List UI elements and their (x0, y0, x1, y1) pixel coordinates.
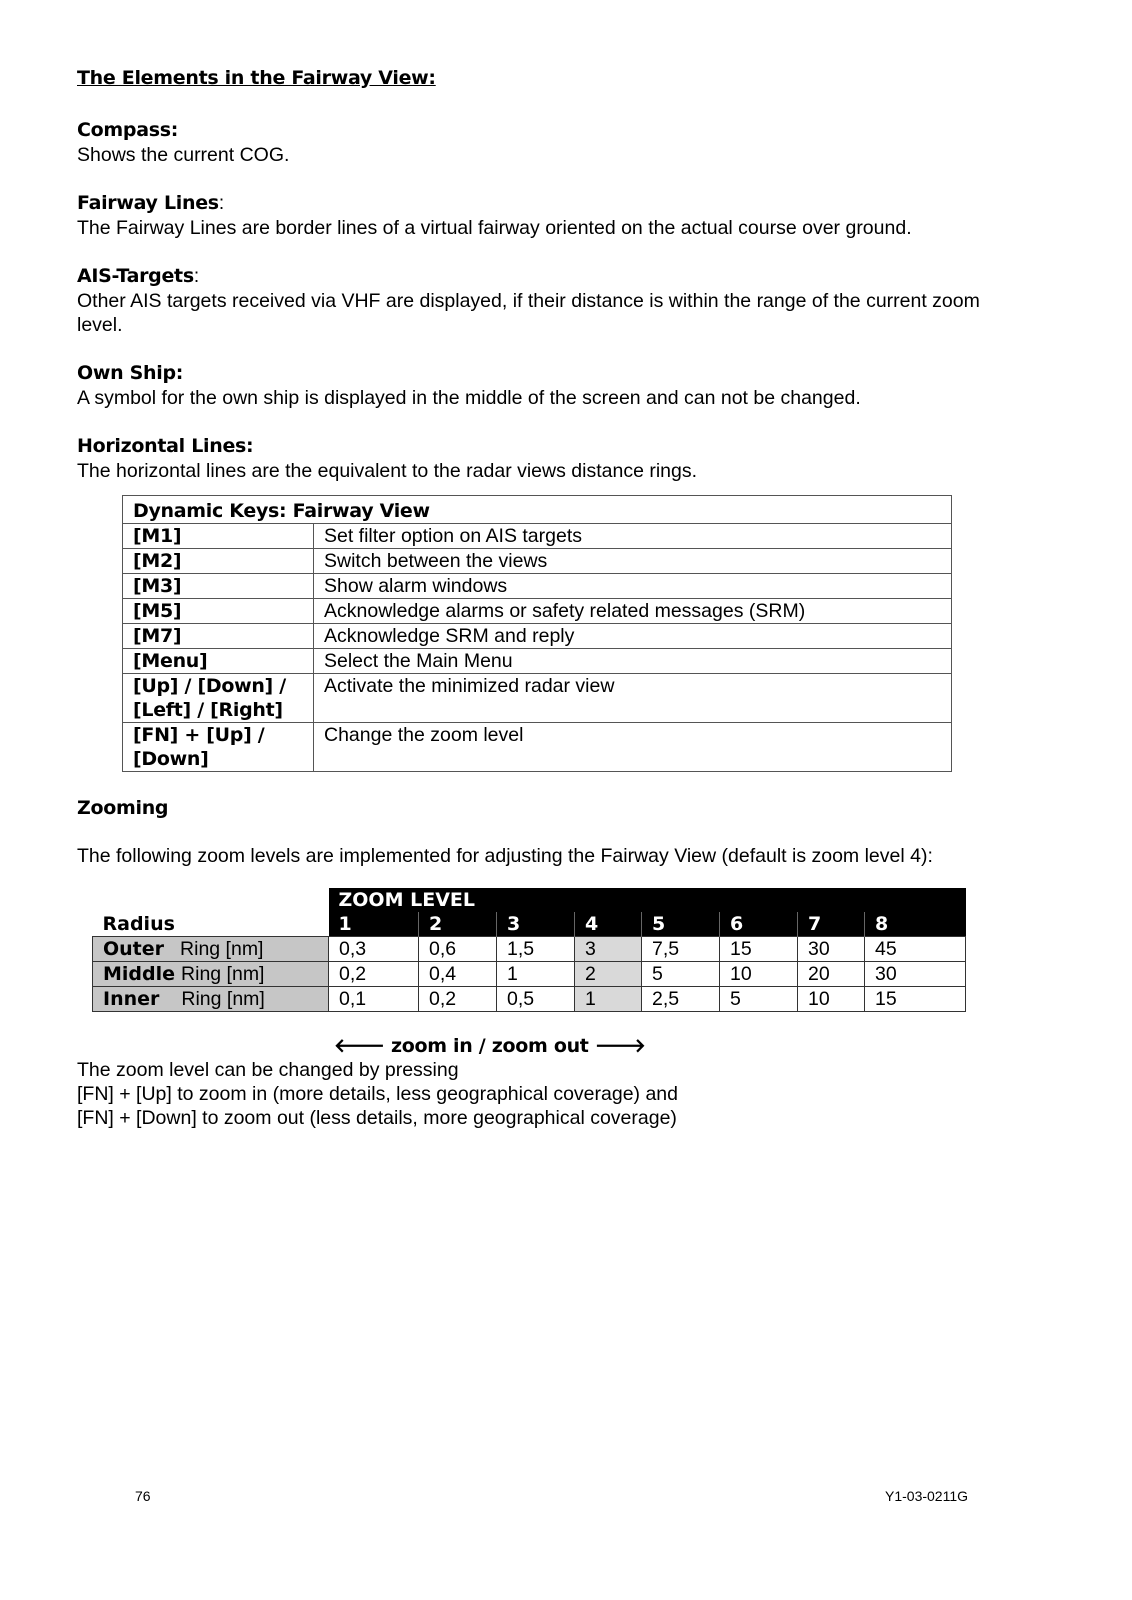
desc-cell: Switch between the views (314, 549, 952, 574)
section-own-ship (77, 361, 1002, 410)
page-heading: The Elements in the Fairway View: (77, 67, 436, 89)
ring-label: Middle Ring [nm] (93, 962, 329, 987)
dynamic-keys-table (122, 495, 952, 772)
desc-cell: Select the Main Menu (314, 649, 952, 674)
level-cell: 2 (419, 912, 497, 937)
zooming-intro: The following zoom levels are implemented for adjusting the Fairway View (default is zoom level 4): (77, 845, 933, 867)
key-cell: [FN] + [Up] / [Down] (123, 723, 314, 772)
value-cell: 45 (865, 937, 966, 962)
section-body: The horizontal lines are the equivalent to the radar views distance rings. (77, 460, 698, 482)
table-row (123, 723, 952, 772)
zoom-usage-line: The zoom level can be changed by pressing (77, 1059, 459, 1081)
level-cell: 8 (865, 912, 966, 937)
value-cell: 2 (575, 962, 642, 987)
value-cell: 10 (720, 962, 798, 987)
value-cell: 0,2 (419, 987, 497, 1012)
ring-label: Outer Ring [nm] (93, 937, 329, 962)
document-page (77, 66, 1002, 1130)
level-cell: 6 (720, 912, 798, 937)
level-cell: 3 (497, 912, 575, 937)
key-cell: [Up] / [Down] / [Left] / [Right] (123, 674, 314, 723)
radius-header: Radius (102, 913, 175, 935)
page-number: 76 (135, 1488, 151, 1504)
table-row (93, 962, 966, 987)
value-cell: 1 (575, 987, 642, 1012)
key-cell: [M1] (123, 524, 314, 549)
key-cell: [M2] (123, 549, 314, 574)
value-cell: 7,5 (642, 937, 720, 962)
zoom-level-header: ZOOM LEVEL (329, 888, 966, 912)
section-body: The Fairway Lines are border lines of a virtual fairway oriented on the actual course over ground. (77, 217, 912, 239)
desc-cell: Set filter option on AIS targets (314, 524, 952, 549)
section-compass (77, 118, 1002, 167)
table-row (123, 524, 952, 549)
level-cell: 1 (329, 912, 419, 937)
zoom-level-table (92, 888, 966, 1012)
level-cell: 7 (798, 912, 865, 937)
key-cell: [Menu] (123, 649, 314, 674)
table-row (123, 599, 952, 624)
value-cell: 0,3 (329, 937, 419, 962)
desc-cell: Acknowledge alarms or safety related messages (SRM) (314, 599, 952, 624)
ring-label: Inner Ring [nm] (93, 987, 329, 1012)
table-row (93, 987, 966, 1012)
key-cell: [M7] (123, 624, 314, 649)
table-row (123, 674, 952, 723)
section-body: A symbol for the own ship is displayed in the middle of the screen and can not be changed. (77, 387, 861, 409)
section-title: Compass: (77, 119, 179, 141)
value-cell: 5 (720, 987, 798, 1012)
section-title: Fairway Lines: (77, 192, 224, 214)
section-body: Other AIS targets received via VHF are displayed, if their distance is within the range of the current zoom level. (77, 290, 980, 336)
level-cell: 4 (575, 912, 642, 937)
zooming-title: Zooming (77, 797, 169, 819)
desc-cell: Change the zoom level (314, 723, 952, 772)
value-cell: 30 (798, 937, 865, 962)
value-cell: 1 (497, 962, 575, 987)
value-cell: 30 (865, 962, 966, 987)
section-title: Horizontal Lines: (77, 435, 254, 457)
document-code: Y1-03-0211G (885, 1488, 969, 1504)
section-fairway-lines (77, 191, 1002, 240)
value-cell: 0,1 (329, 987, 419, 1012)
value-cell: 2,5 (642, 987, 720, 1012)
section-title: AIS-Targets: (77, 265, 199, 287)
value-cell: 15 (865, 987, 966, 1012)
value-cell: 1,5 (497, 937, 575, 962)
value-cell: 20 (798, 962, 865, 987)
table-row (123, 549, 952, 574)
value-cell: 0,4 (419, 962, 497, 987)
value-cell: 5 (642, 962, 720, 987)
value-cell: 0,5 (497, 987, 575, 1012)
key-cell: [M5] (123, 599, 314, 624)
table-row (123, 574, 952, 599)
zoom-usage-line: [FN] + [Down] to zoom out (less details, more geographical coverage) (77, 1107, 677, 1129)
table-row (93, 937, 966, 962)
value-cell: 0,6 (419, 937, 497, 962)
dynamic-keys-title: Dynamic Keys: Fairway View (123, 496, 952, 524)
value-cell: 15 (720, 937, 798, 962)
desc-cell: Acknowledge SRM and reply (314, 624, 952, 649)
desc-cell: Show alarm windows (314, 574, 952, 599)
section-body: Shows the current COG. (77, 144, 290, 166)
section-horizontal-lines (77, 434, 1002, 483)
level-cell: 5 (642, 912, 720, 937)
desc-cell: Activate the minimized radar view (314, 674, 952, 723)
section-ais-targets (77, 264, 1002, 337)
value-cell: 10 (798, 987, 865, 1012)
section-title: Own Ship: (77, 362, 184, 384)
value-cell: 3 (575, 937, 642, 962)
zoom-direction-caption: 🡐 zoom in / zoom out 🡒 (334, 1035, 646, 1057)
zoom-usage-line: [FN] + [Up] to zoom in (more details, less geographical coverage) and (77, 1083, 678, 1105)
table-row (123, 624, 952, 649)
key-cell: [M3] (123, 574, 314, 599)
table-row (123, 649, 952, 674)
value-cell: 0,2 (329, 962, 419, 987)
